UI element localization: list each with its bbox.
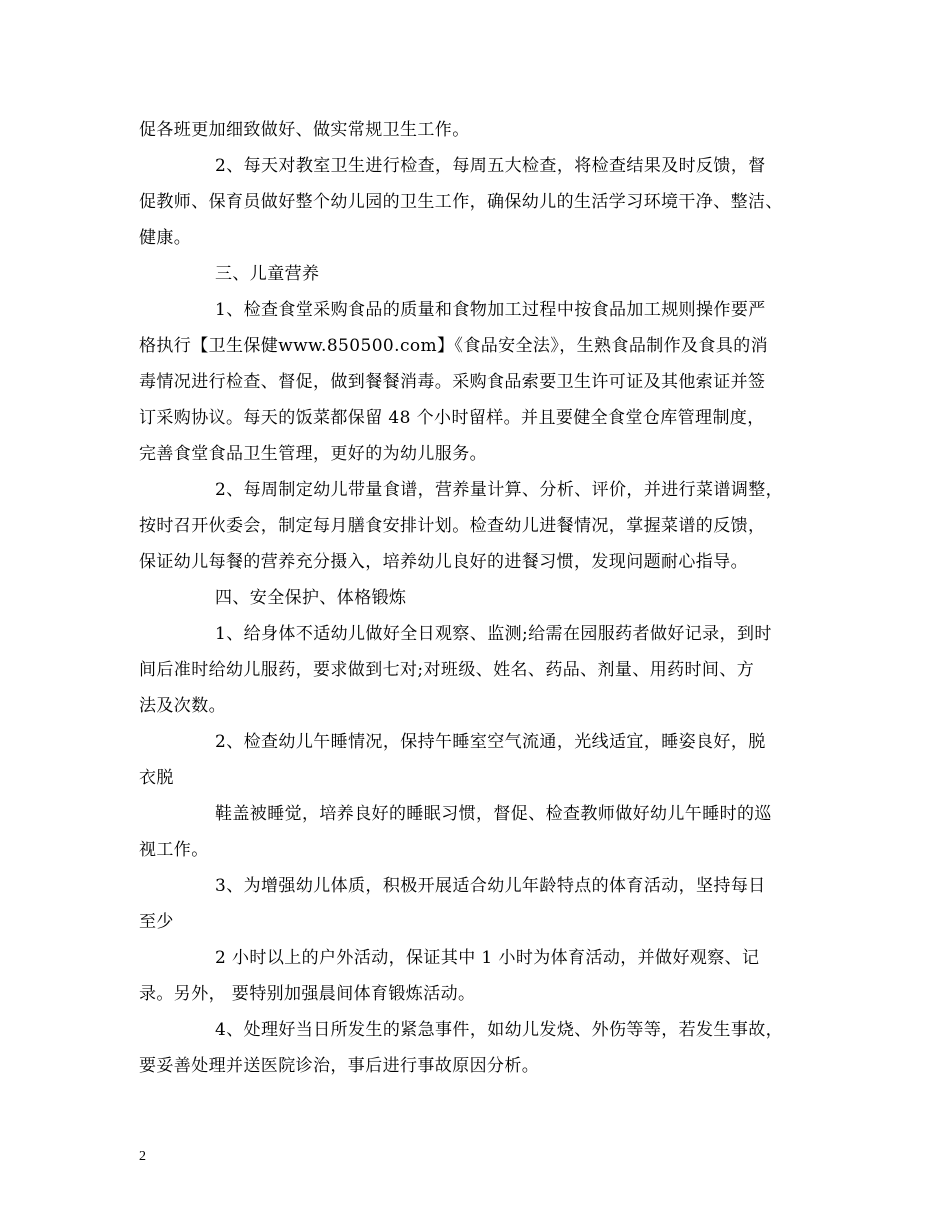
paragraph-line: 至少 xyxy=(139,912,174,932)
page-number: 2 xyxy=(139,1149,146,1164)
paragraph-line: 完善食堂食品卫生管理，更好的为幼儿服务。 xyxy=(139,444,487,464)
paragraph-line: 订采购协议。每天的饭菜都保留 48 个小时留样。并且要健全食堂仓库管理制度， xyxy=(139,408,765,428)
paragraph-line: 1、检查食堂采购食品的质量和食物加工过程中按食品加工规则操作要严 xyxy=(215,300,766,320)
paragraph-line: 促各班更加细致做好、做实常规卫生工作。 xyxy=(139,120,470,140)
paragraph-line: 毒情况进行检查、督促，做到餐餐消毒。采购食品索要卫生许可证及其他索证并签 xyxy=(139,372,766,392)
paragraph-line: 2、每天对教室卫生进行检查，每周五大检查，将检查结果及时反馈，督 xyxy=(215,156,766,176)
paragraph-line: 健康。 xyxy=(139,228,192,248)
paragraph-line: 衣脱 xyxy=(139,768,174,788)
paragraph-line: 视工作。 xyxy=(139,840,209,860)
paragraph-line: 4、处理好当日所发生的紧急事件，如幼儿发烧、外伤等等，若发生事故， xyxy=(215,1020,784,1040)
paragraph-line: 录。另外， 要特别加强晨间体育锻炼活动。 xyxy=(139,984,476,1004)
paragraph-line: 间后准时给幼儿服药，要求做到七对;对班级、姓名、药品、剂量、用药时间、方 xyxy=(139,660,755,680)
paragraph-line: 3、为增强幼儿体质，积极开展适合幼儿年龄特点的体育活动，坚持每日 xyxy=(215,876,766,896)
paragraph-line: 促教师、保育员做好整个幼儿园的卫生工作，确保幼儿的生活学习环境干净、整洁、 xyxy=(139,192,783,212)
paragraph-line: 2、检查幼儿午睡情况，保持午睡室空气流通，光线适宜，睡姿良好，脱 xyxy=(215,732,766,752)
paragraph-line: 鞋盖被睡觉，培养良好的睡眠习惯，督促、检查教师做好幼儿午睡时的巡 xyxy=(215,804,772,824)
section-heading: 三、儿童营养 xyxy=(215,264,320,284)
paragraph-line: 要妥善处理并送医院诊治，事后进行事故原因分析。 xyxy=(139,1056,540,1076)
section-heading: 四、安全保护、体格锻炼 xyxy=(215,588,407,608)
paragraph-line: 2 小时以上的户外活动，保证其中 1 小时为体育活动，并做好观察、记 xyxy=(215,948,760,968)
paragraph-line: 2、每周制定幼儿带量食谱，营养量计算、分析、评价，并进行菜谱调整， xyxy=(215,480,784,500)
paragraph-line: 按时召开伙委会，制定每月膳食安排计划。检查幼儿进餐情况，掌握菜谱的反馈， xyxy=(139,516,766,536)
paragraph-line: 1、给身体不适幼儿做好全日观察、监测;给需在园服药者做好记录，到时 xyxy=(215,624,772,644)
paragraph-line: 保证幼儿每餐的营养充分摄入，培养幼儿良好的进餐习惯，发现问题耐心指导。 xyxy=(139,552,748,572)
paragraph-line: 法及次数。 xyxy=(139,696,226,716)
paragraph-line: 格执行【卫生保健www.850500.com】《食品安全法》，生熟食品制作及食具的消 xyxy=(139,336,769,356)
